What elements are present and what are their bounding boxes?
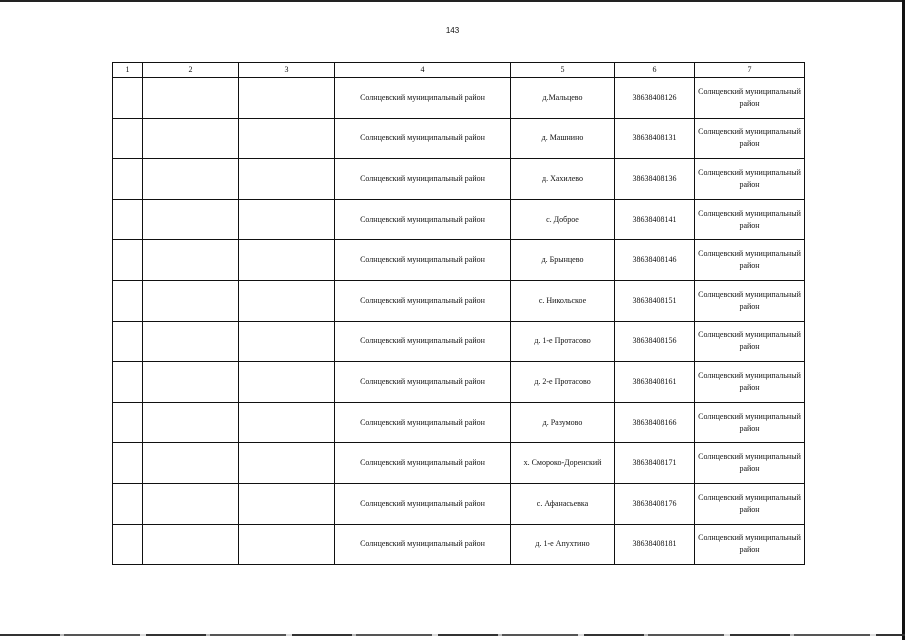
header-row <box>113 63 805 78</box>
cell-settlement: с. Никольское <box>511 280 615 321</box>
cell-municipality: Солнцевский муниципальный район <box>695 78 805 119</box>
cell-col1 <box>113 240 143 281</box>
cell-col1 <box>113 524 143 565</box>
cell-col2 <box>143 402 239 443</box>
cell-col3 <box>239 78 335 119</box>
cell-col1 <box>113 159 143 200</box>
table-row <box>113 78 805 119</box>
cell-district: Солнцевский муниципальный район <box>335 280 511 321</box>
cell-district: Солнцевский муниципальный район <box>335 118 511 159</box>
cell-col2 <box>143 240 239 281</box>
cell-code: 38638408131 <box>615 118 695 159</box>
cell-municipality: Солнцевский муниципальный район <box>695 362 805 403</box>
cell-col2 <box>143 362 239 403</box>
cell-col3 <box>239 321 335 362</box>
cell-municipality: Солнцевский муниципальный район <box>695 159 805 200</box>
table-row <box>113 443 805 484</box>
cell-col3 <box>239 118 335 159</box>
cell-col2 <box>143 524 239 565</box>
cell-settlement: д. 1-е Протасово <box>511 321 615 362</box>
cell-col1 <box>113 362 143 403</box>
cell-municipality: Солнцевский муниципальный район <box>695 280 805 321</box>
cell-code: 38638408176 <box>615 483 695 524</box>
cell-code: 38638408161 <box>615 362 695 403</box>
cell-col3 <box>239 240 335 281</box>
table-row <box>113 199 805 240</box>
table-row <box>113 321 805 362</box>
cell-settlement: д. Хахилево <box>511 159 615 200</box>
cell-col1 <box>113 199 143 240</box>
cell-district: Солнцевский муниципальный район <box>335 443 511 484</box>
table-row <box>113 362 805 403</box>
cell-municipality: Солнцевский муниципальный район <box>695 524 805 565</box>
cell-col2 <box>143 443 239 484</box>
cell-code: 38638408151 <box>615 280 695 321</box>
column-header: 2 <box>143 63 239 78</box>
cell-col1 <box>113 321 143 362</box>
table-header <box>113 63 805 78</box>
table-row <box>113 280 805 321</box>
cell-municipality: Солнцевский муниципальный район <box>695 118 805 159</box>
cell-code: 38638408171 <box>615 443 695 484</box>
cell-code: 38638408156 <box>615 321 695 362</box>
table-row <box>113 483 805 524</box>
page-number: 143 <box>445 26 460 35</box>
cell-settlement: с. Доброе <box>511 199 615 240</box>
cell-col2 <box>143 159 239 200</box>
cell-col3 <box>239 402 335 443</box>
cell-municipality: Солнцевский муниципальный район <box>695 443 805 484</box>
table-row <box>113 524 805 565</box>
cell-settlement: х. Смороко-Доренский <box>511 443 615 484</box>
cell-col1 <box>113 443 143 484</box>
cell-col1 <box>113 78 143 119</box>
cell-col3 <box>239 524 335 565</box>
cell-district: Солнцевский муниципальный район <box>335 78 511 119</box>
cell-col1 <box>113 483 143 524</box>
column-header: 7 <box>695 63 805 78</box>
cell-municipality: Солнцевский муниципальный район <box>695 402 805 443</box>
cell-district: Солнцевский муниципальный район <box>335 483 511 524</box>
cell-municipality: Солнцевский муниципальный район <box>695 240 805 281</box>
cell-district: Солнцевский муниципальный район <box>335 321 511 362</box>
cell-code: 38638408146 <box>615 240 695 281</box>
cell-settlement: д. Машнино <box>511 118 615 159</box>
cell-code: 38638408136 <box>615 159 695 200</box>
cell-code: 38638408166 <box>615 402 695 443</box>
table-row <box>113 159 805 200</box>
table-row <box>113 240 805 281</box>
cell-col2 <box>143 321 239 362</box>
cell-col3 <box>239 483 335 524</box>
column-header: 4 <box>335 63 511 78</box>
cell-settlement: д.Мальцево <box>511 78 615 119</box>
cell-col2 <box>143 483 239 524</box>
cell-code: 38638408141 <box>615 199 695 240</box>
cell-district: Солнцевский муниципальный район <box>335 240 511 281</box>
cell-district: Солнцевский муниципальный район <box>335 362 511 403</box>
cell-col2 <box>143 199 239 240</box>
scan-edge-top <box>0 0 905 2</box>
cell-col1 <box>113 402 143 443</box>
column-header: 6 <box>615 63 695 78</box>
cell-settlement: с. Афанасьевка <box>511 483 615 524</box>
cell-settlement: д. Разумово <box>511 402 615 443</box>
cell-district: Солнцевский муниципальный район <box>335 159 511 200</box>
cell-col2 <box>143 280 239 321</box>
cell-col3 <box>239 443 335 484</box>
cell-code: 38638408181 <box>615 524 695 565</box>
cell-settlement: д. Брынцево <box>511 240 615 281</box>
cell-municipality: Солнцевский муниципальный район <box>695 199 805 240</box>
cell-col1 <box>113 118 143 159</box>
cell-district: Солнцевский муниципальный район <box>335 199 511 240</box>
cell-col3 <box>239 159 335 200</box>
cell-col1 <box>113 280 143 321</box>
column-header: 1 <box>113 63 143 78</box>
cell-municipality: Солнцевский муниципальный район <box>695 321 805 362</box>
column-header: 3 <box>239 63 335 78</box>
registry-table <box>112 62 805 565</box>
cell-col3 <box>239 280 335 321</box>
cell-col2 <box>143 118 239 159</box>
column-header: 5 <box>511 63 615 78</box>
scan-edge-bottom <box>0 634 905 636</box>
cell-col3 <box>239 199 335 240</box>
cell-municipality: Солнцевский муниципальный район <box>695 483 805 524</box>
cell-settlement: д. 2-е Протасово <box>511 362 615 403</box>
table-body <box>113 78 805 565</box>
cell-district: Солнцевский муниципальный район <box>335 402 511 443</box>
cell-settlement: д. 1-е Апухтино <box>511 524 615 565</box>
cell-code: 38638408126 <box>615 78 695 119</box>
cell-col3 <box>239 362 335 403</box>
table-row <box>113 402 805 443</box>
cell-col2 <box>143 78 239 119</box>
table-row <box>113 118 805 159</box>
cell-district: Солнцевский муниципальный район <box>335 524 511 565</box>
